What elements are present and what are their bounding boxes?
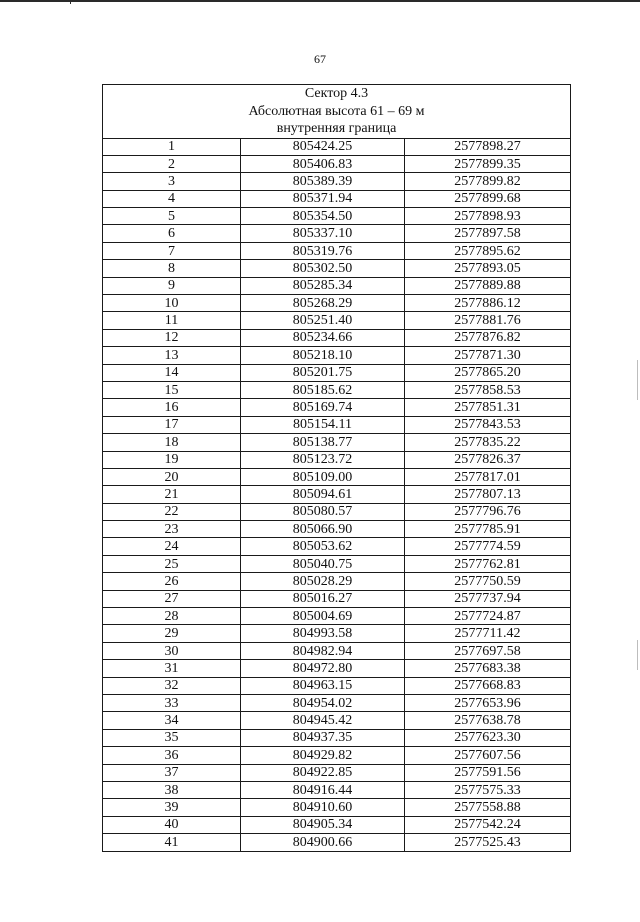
table-row [103,399,571,416]
point-number: 10 [103,295,241,312]
coordinate-x: 804954.02 [241,695,405,712]
coordinate-x: 805185.62 [241,381,405,398]
table-row [103,312,571,329]
coordinate-x: 804982.94 [241,642,405,659]
coordinate-x: 804929.82 [241,747,405,764]
coordinate-y: 2577796.76 [405,503,571,520]
coordinate-y: 2577899.68 [405,190,571,207]
point-number: 7 [103,242,241,259]
point-number: 4 [103,190,241,207]
point-number: 37 [103,764,241,781]
table-row [103,695,571,712]
point-number: 13 [103,347,241,364]
page-number: 67 [314,52,326,66]
point-number: 5 [103,208,241,225]
table-row [103,190,571,207]
coordinates-table [102,84,571,852]
table-row [103,538,571,555]
table-header-row [103,85,571,139]
coordinate-x: 805040.75 [241,555,405,572]
point-number: 23 [103,521,241,538]
coordinate-y: 2577876.82 [405,329,571,346]
coordinate-x: 804910.60 [241,799,405,816]
point-number: 22 [103,503,241,520]
coordinate-y: 2577785.91 [405,521,571,538]
point-number: 9 [103,277,241,294]
scan-top-border [0,0,640,2]
table-row [103,712,571,729]
table-row [103,295,571,312]
coordinate-x: 804937.35 [241,729,405,746]
table-row [103,764,571,781]
coordinate-y: 2577774.59 [405,538,571,555]
table-row [103,555,571,572]
table-body [103,138,571,851]
point-number: 20 [103,468,241,485]
coordinate-y: 2577737.94 [405,590,571,607]
point-number: 12 [103,329,241,346]
coordinate-x: 805154.11 [241,416,405,433]
coordinate-y: 2577826.37 [405,451,571,468]
coordinate-y: 2577668.83 [405,677,571,694]
coordinate-y: 2577851.31 [405,399,571,416]
coordinate-x: 804905.34 [241,816,405,833]
coordinate-y: 2577899.35 [405,155,571,172]
table-row [103,260,571,277]
coordinate-y: 2577591.56 [405,764,571,781]
point-number: 27 [103,590,241,607]
table-row [103,729,571,746]
coordinate-x: 804922.85 [241,764,405,781]
coordinate-x: 805251.40 [241,312,405,329]
coordinate-y: 2577889.88 [405,277,571,294]
coordinate-x: 804963.15 [241,677,405,694]
table-row [103,747,571,764]
coordinate-y: 2577899.82 [405,173,571,190]
coordinate-x: 805337.10 [241,225,405,242]
coordinate-y: 2577525.43 [405,834,571,851]
coordinate-x: 805389.39 [241,173,405,190]
table-row [103,242,571,259]
coordinate-x: 805138.77 [241,434,405,451]
point-number: 24 [103,538,241,555]
coordinate-y: 2577542.24 [405,816,571,833]
coordinate-y: 2577575.33 [405,781,571,798]
coordinate-x: 805109.00 [241,468,405,485]
point-number: 28 [103,608,241,625]
point-number: 35 [103,729,241,746]
table-row [103,590,571,607]
coordinate-y: 2577697.58 [405,642,571,659]
coordinate-x: 805371.94 [241,190,405,207]
point-number: 6 [103,225,241,242]
point-number: 18 [103,434,241,451]
table-row [103,138,571,155]
table-row [103,364,571,381]
table-row [103,660,571,677]
coordinate-x: 805201.75 [241,364,405,381]
point-number: 26 [103,573,241,590]
coordinate-y: 2577638.78 [405,712,571,729]
point-number: 31 [103,660,241,677]
coordinate-x: 805319.76 [241,242,405,259]
coordinate-y: 2577843.53 [405,416,571,433]
coordinate-x: 805016.27 [241,590,405,607]
table-row [103,434,571,451]
coordinate-y: 2577898.27 [405,138,571,155]
table-row [103,625,571,642]
coordinate-y: 2577724.87 [405,608,571,625]
coordinate-y: 2577683.38 [405,660,571,677]
coordinate-x: 805053.62 [241,538,405,555]
point-number: 1 [103,138,241,155]
table-row [103,208,571,225]
table-row [103,451,571,468]
coordinate-y: 2577886.12 [405,295,571,312]
table-row [103,799,571,816]
coordinate-y: 2577895.62 [405,242,571,259]
table-row [103,173,571,190]
point-number: 2 [103,155,241,172]
coordinate-x: 805004.69 [241,608,405,625]
point-number: 38 [103,781,241,798]
table-row [103,468,571,485]
table-row [103,834,571,851]
table-row [103,381,571,398]
table-row [103,781,571,798]
coordinate-y: 2577750.59 [405,573,571,590]
coordinate-y: 2577865.20 [405,364,571,381]
coordinate-x: 805285.34 [241,277,405,294]
coordinate-y: 2577871.30 [405,347,571,364]
table-row [103,225,571,242]
point-number: 36 [103,747,241,764]
point-number: 40 [103,816,241,833]
point-number: 14 [103,364,241,381]
point-number: 3 [103,173,241,190]
coordinate-x: 805234.66 [241,329,405,346]
table-row [103,277,571,294]
coordinate-y: 2577893.05 [405,260,571,277]
point-number: 19 [103,451,241,468]
point-number: 16 [103,399,241,416]
coordinate-y: 2577897.58 [405,225,571,242]
table-row [103,329,571,346]
coordinate-y: 2577881.76 [405,312,571,329]
scan-edge-mark [637,360,638,400]
table-row [103,608,571,625]
point-number: 32 [103,677,241,694]
table-row [103,416,571,433]
table-row [103,486,571,503]
point-number: 29 [103,625,241,642]
coordinate-x: 805268.29 [241,295,405,312]
table-row [103,521,571,538]
coordinate-x: 805123.72 [241,451,405,468]
point-number: 8 [103,260,241,277]
table-row [103,347,571,364]
scan-top-border-tick [70,0,71,4]
coordinate-y: 2577835.22 [405,434,571,451]
point-number: 33 [103,695,241,712]
coordinate-x: 805302.50 [241,260,405,277]
table-row [103,642,571,659]
coordinate-x: 804945.42 [241,712,405,729]
sector-title: Сектор 4.3 [304,86,369,101]
coordinate-y: 2577653.96 [405,695,571,712]
coordinate-x: 805080.57 [241,503,405,520]
coordinate-y: 2577623.30 [405,729,571,746]
table-row [103,503,571,520]
point-number: 11 [103,312,241,329]
table-row [103,816,571,833]
point-number: 39 [103,799,241,816]
coordinate-x: 805169.74 [241,399,405,416]
coordinate-x: 805354.50 [241,208,405,225]
coordinate-x: 804993.58 [241,625,405,642]
table-row [103,677,571,694]
coordinate-y: 2577762.81 [405,555,571,572]
point-number: 25 [103,555,241,572]
point-number: 17 [103,416,241,433]
coordinate-x: 805424.25 [241,138,405,155]
coordinate-y: 2577807.13 [405,486,571,503]
absolute-height: Абсолютная высота 61 – 69 м [248,103,425,119]
coordinate-x: 805028.29 [241,573,405,590]
point-number: 15 [103,381,241,398]
coordinate-x: 804900.66 [241,834,405,851]
coordinate-x: 805066.90 [241,521,405,538]
coordinate-x: 805218.10 [241,347,405,364]
point-number: 41 [103,834,241,851]
scan-edge-mark [637,640,638,670]
table-header [103,85,571,139]
coordinate-x: 805094.61 [241,486,405,503]
point-number: 21 [103,486,241,503]
boundary-type: внутренняя граница [276,121,397,136]
point-number: 30 [103,642,241,659]
coordinate-x: 804916.44 [241,781,405,798]
coordinate-y: 2577607.56 [405,747,571,764]
coordinate-y: 2577858.53 [405,381,571,398]
coordinate-y: 2577558.88 [405,799,571,816]
table-row [103,155,571,172]
coordinate-y: 2577898.93 [405,208,571,225]
coordinate-y: 2577817.01 [405,468,571,485]
coordinate-x: 804972.80 [241,660,405,677]
table-row [103,573,571,590]
coordinate-x: 805406.83 [241,155,405,172]
point-number: 34 [103,712,241,729]
coordinate-y: 2577711.42 [405,625,571,642]
